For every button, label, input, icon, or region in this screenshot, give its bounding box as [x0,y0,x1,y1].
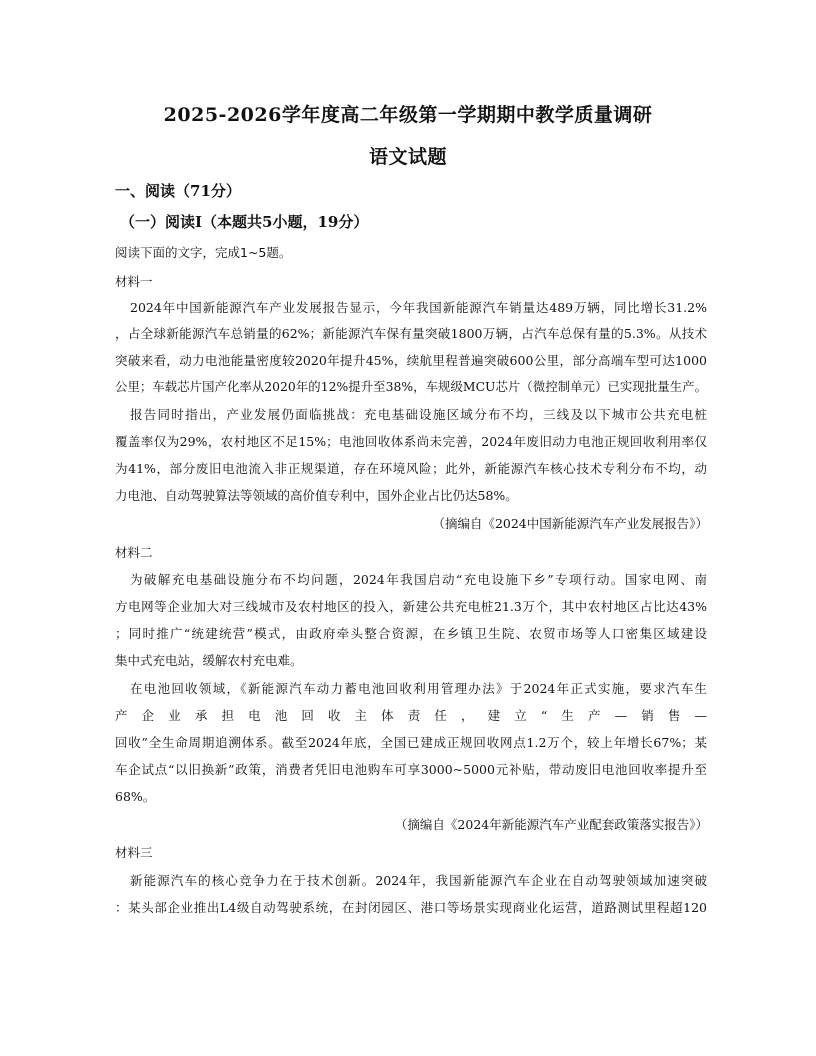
material-2-line: 在电池回收领域，《新能源汽车动力蓄电池回收利用管理办法》于2024年正式实施，要求汽车生 [130,681,707,696]
exam-title: 2025-2026学年度高二年级第一学期期中教学质量调研 [163,104,653,126]
material-1-line: ，占全球新能源汽车总销量的62%；新能源汽车保有量突破1800万辆，占汽车总保有量的5.3%。从技术 [115,326,707,341]
exam-subtitle: 语文试题 [368,146,447,168]
material-2-source: （摘编自《2024年新能源汽车产业配套政策落实报告》） [394,817,708,832]
material-2-line: ；同时推广“统建统营”模式，由政府牵头整合资源，在乡镇卫生院、农贸市场等人口密集区域建设 [115,626,707,641]
material-1-line: 公里；车载芯片国产化率从2020年的12%提升至38%，车规级MCU芯片（微控制单元）已实现批量生产。 [115,380,707,394]
material-1-source: （摘编自《2024中国新能源汽车产业发展报告》） [432,516,708,531]
material-1-line: 力电池、自动驾驶算法等领域的高价值专利中，国外企业占比仍达58%。 [115,488,518,503]
subsection-heading: （一）阅读Ⅰ（本题共5小题，19分） [120,213,369,231]
material-2-line: 68%。 [115,789,156,804]
material-2-label: 材料二 [115,545,153,560]
material-2-line: 集中式充电站，缓解农村充电难。 [115,653,303,668]
material-1-line: 覆盖率仅为29%，农村地区不足15%；电池回收体系尚未完善，2024年废旧动力电池正规回收利用率仅 [115,434,707,449]
material-1-label: 材料一 [115,274,153,289]
instruction: 阅读下面的文字，完成1~5题。 [115,245,292,260]
material-2-line: 为破解充电基础设施分布不均问题，2024年我国启动“充电设施下乡”专项行动。国家电网、南 [130,572,707,587]
material-1-line: 为41%，部分废旧电池流入非正规渠道，存在环境风险；此外，新能源汽车核心技术专利分布不均，动 [115,461,707,476]
material-3-line: ：某头部企业推出L4级自动驾驶系统，在封闭园区、港口等场景实现商业化运营，道路测试里程超120 [115,900,707,915]
material-1-line: 突破来看，动力电池能量密度较2020年提升45%，续航里程普遍突破600公里，部分高端车型可达1000 [115,353,707,368]
material-2-line: 车企试点“以旧换新”政策，消费者凭旧电池购车可享3000~5000元补贴，带动废旧电池回收率提升至 [115,762,707,777]
material-2-line: 方电网等企业加大对三线城市及农村地区的投入，新建公共充电桩21.3万个，其中农村地区占比达43% [115,599,707,614]
material-2-line: 产企业承担电池回收主体责任，建立“生产—销售— [115,708,707,723]
material-3-label: 材料三 [115,845,153,860]
section-heading: 一、阅读（71分） [115,182,241,200]
material-1-line: 2024年中国新能源汽车产业发展报告显示，今年我国新能源汽车销量达489万辆，同比增长31.2% [130,300,707,315]
material-3-line: 新能源汽车的核心竞争力在于技术创新。2024年，我国新能源汽车企业在自动驾驶领域加速突破 [130,873,707,888]
material-2-line: 回收”全生命周期追溯体系。截至2024年底，全国已建成正规回收网点1.2万个，较上年增长67%；某 [115,735,707,750]
material-1-line: 报告同时指出，产业发展仍面临挑战：充电基础设施区域分布不均，三线及以下城市公共充电桩 [130,407,707,422]
